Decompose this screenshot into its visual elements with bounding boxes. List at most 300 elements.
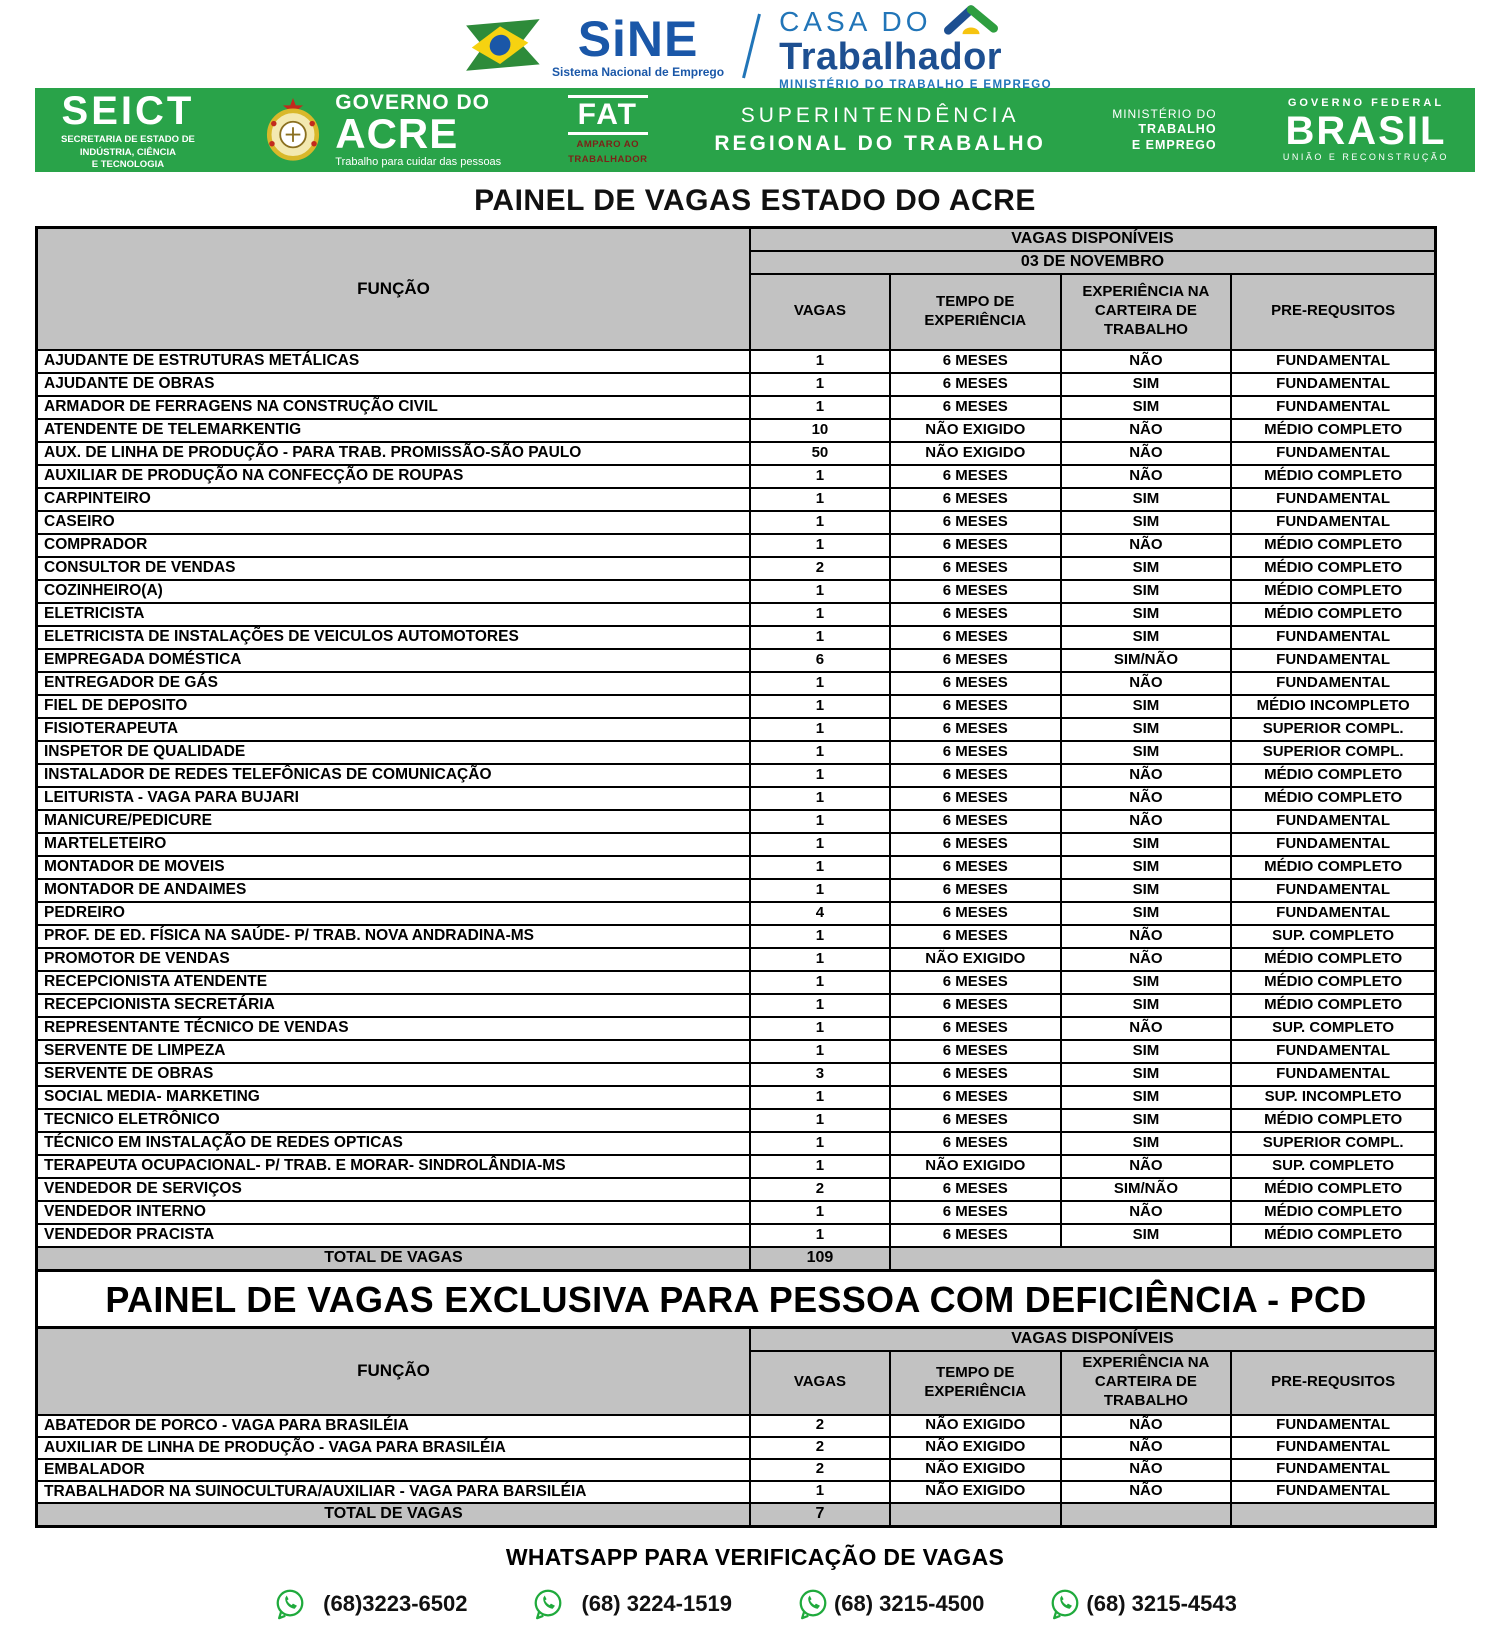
job-value-cell: NÃO	[1061, 1481, 1232, 1503]
job-function-cell: ENTREGADOR DE GÁS	[37, 672, 751, 695]
job-value-cell: SIM	[1061, 902, 1232, 925]
job-value-cell: 1	[750, 465, 890, 488]
job-value-cell: NÃO	[1061, 1459, 1232, 1481]
phone-number: (68)3223-6502	[323, 1591, 468, 1616]
job-value-cell: FUNDAMENTAL	[1231, 1459, 1435, 1481]
table-row	[37, 879, 1436, 902]
table-row	[37, 695, 1436, 718]
job-value-cell: 1	[750, 833, 890, 856]
job-function-cell: ELETRICISTA DE INSTALAÇÕES DE VEICULOS AUTOMOTORES	[37, 626, 751, 649]
table-row	[37, 1224, 1436, 1247]
job-value-cell: NÃO	[1061, 810, 1232, 833]
job-value-cell: 6 MESES	[890, 534, 1061, 557]
table-row	[37, 1040, 1436, 1063]
job-function-cell: VENDEDOR PRACISTA	[37, 1224, 751, 1247]
casa-subtitle: MINISTÉRIO DO TRABALHO E EMPREGO	[779, 79, 1052, 92]
ministerio-trabalho-label	[1112, 107, 1216, 153]
job-value-cell: 1	[750, 741, 890, 764]
total-empty-cell	[890, 1247, 1436, 1271]
table-row	[37, 994, 1436, 1017]
job-value-cell: MÉDIO COMPLETO	[1231, 764, 1435, 787]
job-value-cell: SIM	[1061, 488, 1232, 511]
job-function-cell: PEDREIRO	[37, 902, 751, 925]
job-function-cell: AJUDANTE DE OBRAS	[37, 373, 751, 396]
job-value-cell: 6 MESES	[890, 833, 1061, 856]
brasil-wordmark: BRASIL	[1285, 109, 1447, 153]
pcd-total-row	[37, 1503, 1436, 1527]
job-value-cell: 1	[750, 994, 890, 1017]
table-row	[37, 971, 1436, 994]
job-function-cell: COMPRADOR	[37, 534, 751, 557]
whatsapp-icon	[531, 1587, 565, 1621]
job-function-cell: ARMADOR DE FERRAGENS NA CONSTRUÇÃO CIVIL	[37, 396, 751, 419]
job-value-cell: MÉDIO COMPLETO	[1231, 557, 1435, 580]
job-value-cell: FUNDAMENTAL	[1231, 1040, 1435, 1063]
job-function-cell: MARTELETEIRO	[37, 833, 751, 856]
job-value-cell: 6 MESES	[890, 787, 1061, 810]
job-value-cell: 6 MESES	[890, 557, 1061, 580]
job-function-cell: SERVENTE DE LIMPEZA	[37, 1040, 751, 1063]
table-row	[37, 1063, 1436, 1086]
seict-logo	[61, 89, 195, 170]
job-value-cell: MÉDIO COMPLETO	[1231, 787, 1435, 810]
table-row	[37, 1459, 1436, 1481]
brasil-top-label: GOVERNO FEDERAL	[1287, 97, 1445, 109]
job-value-cell: SIM	[1061, 396, 1232, 419]
job-function-cell: PROF. DE ED. FÍSICA NA SAÚDE- P/ TRAB. NOVA ANDRADINA-MS	[37, 925, 751, 948]
job-value-cell: NÃO EXIGIDO	[890, 1155, 1061, 1178]
job-value-cell: NÃO	[1061, 948, 1232, 971]
job-value-cell: MÉDIO INCOMPLETO	[1231, 695, 1435, 718]
table-row	[37, 557, 1436, 580]
job-value-cell: NÃO EXIGIDO	[890, 1481, 1061, 1503]
job-value-cell: FUNDAMENTAL	[1231, 810, 1435, 833]
job-value-cell: MÉDIO COMPLETO	[1231, 1201, 1435, 1224]
job-value-cell: FUNDAMENTAL	[1231, 488, 1435, 511]
job-value-cell: 6 MESES	[890, 626, 1061, 649]
table-row	[37, 741, 1436, 764]
job-value-cell: 6 MESES	[890, 396, 1061, 419]
job-value-cell: FUNDAMENTAL	[1231, 350, 1435, 373]
job-value-cell: 1	[750, 879, 890, 902]
pcd-table-body	[37, 1415, 1436, 1503]
job-value-cell: SIM	[1061, 603, 1232, 626]
whatsapp-contact	[531, 1587, 731, 1621]
sine-subtitle: Sistema Nacional de Emprego	[552, 65, 725, 79]
job-value-cell: 6 MESES	[890, 1040, 1061, 1063]
job-value-cell: 1	[750, 1086, 890, 1109]
institutional-banner	[35, 88, 1475, 172]
table-row	[37, 718, 1436, 741]
table-row	[37, 465, 1436, 488]
job-function-cell: FIEL DE DEPOSITO	[37, 695, 751, 718]
pcd-total-label: TOTAL DE VAGAS	[37, 1503, 751, 1527]
job-value-cell: SUP. INCOMPLETO	[1231, 1086, 1435, 1109]
job-value-cell: 6 MESES	[890, 1201, 1061, 1224]
job-value-cell: FUNDAMENTAL	[1231, 1063, 1435, 1086]
job-value-cell: 1	[750, 925, 890, 948]
job-function-cell: SERVENTE DE OBRAS	[37, 1063, 751, 1086]
phone-number: (68) 3224-1519	[581, 1591, 732, 1616]
superintendencia-line1: SUPERINTENDÊNCIA	[740, 103, 1020, 127]
phone-number: (68) 3215-4543	[1086, 1591, 1237, 1616]
job-value-cell: SIM	[1061, 1086, 1232, 1109]
job-value-cell: SIM	[1061, 373, 1232, 396]
job-value-cell: NÃO	[1061, 534, 1232, 557]
job-value-cell: 1	[750, 1040, 890, 1063]
whatsapp-icon	[273, 1587, 307, 1621]
job-value-cell: FUNDAMENTAL	[1231, 672, 1435, 695]
job-value-cell: MÉDIO COMPLETO	[1231, 465, 1435, 488]
job-value-cell: 6	[750, 649, 890, 672]
table-row	[37, 1481, 1436, 1503]
job-value-cell: SIM	[1061, 626, 1232, 649]
job-value-cell: FUNDAMENTAL	[1231, 902, 1435, 925]
job-value-cell: NÃO EXIGIDO	[890, 442, 1061, 465]
job-value-cell: MÉDIO COMPLETO	[1231, 948, 1435, 971]
main-total-row	[37, 1247, 1436, 1271]
pcd-total-empty-cell	[890, 1503, 1061, 1527]
fat-sub1: AMPARO AO	[576, 139, 640, 150]
table-row	[37, 396, 1436, 419]
job-value-cell: 6 MESES	[890, 488, 1061, 511]
job-function-cell: INSPETOR DE QUALIDADE	[37, 741, 751, 764]
ministerio-line1: MINISTÉRIO DO	[1112, 106, 1217, 121]
acre-line1: GOVERNO DO	[335, 91, 490, 114]
job-value-cell: SUPERIOR COMPL.	[1231, 741, 1435, 764]
job-function-cell: EMPREGADA DOMÉSTICA	[37, 649, 751, 672]
job-function-cell: SOCIAL MEDIA- MARKETING	[37, 1086, 751, 1109]
whatsapp-section-title: WHATSAPP PARA VERIFICAÇÃO DE VAGAS	[505, 1544, 1005, 1570]
job-value-cell: 6 MESES	[890, 649, 1061, 672]
job-value-cell: SUP. COMPLETO	[1231, 1017, 1435, 1040]
job-value-cell: SIM	[1061, 511, 1232, 534]
acre-line2: ACRE	[335, 110, 459, 157]
job-value-cell: 6 MESES	[890, 994, 1061, 1017]
job-value-cell: 1	[750, 856, 890, 879]
job-function-cell: CONSULTOR DE VENDAS	[37, 557, 751, 580]
job-value-cell: SIM	[1061, 695, 1232, 718]
job-value-cell: NÃO	[1061, 925, 1232, 948]
job-value-cell: SIM	[1061, 971, 1232, 994]
pcd-total-empty-cell	[1061, 1503, 1232, 1527]
job-value-cell: NÃO	[1061, 1155, 1232, 1178]
job-value-cell: 1	[750, 1109, 890, 1132]
job-value-cell: 1	[750, 1155, 890, 1178]
job-value-cell: 1	[750, 1201, 890, 1224]
job-value-cell: 6 MESES	[890, 718, 1061, 741]
job-value-cell: NÃO	[1061, 442, 1232, 465]
pcd-col-header-experiencia-carteira: EXPERIÊNCIA NA CARTEIRA DE TRABALHO	[1061, 1351, 1232, 1415]
job-value-cell: 1	[750, 350, 890, 373]
table-row	[37, 1109, 1436, 1132]
job-value-cell: 6 MESES	[890, 1086, 1061, 1109]
job-value-cell: SIM	[1061, 1063, 1232, 1086]
brasil-bottom-label: UNIÃO E RECONSTRUÇÃO	[1282, 152, 1449, 162]
job-function-cell: MONTADOR DE MOVEIS	[37, 856, 751, 879]
job-value-cell: NÃO	[1061, 1201, 1232, 1224]
job-value-cell: NÃO EXIGIDO	[890, 419, 1061, 442]
logo-divider	[742, 14, 761, 79]
job-function-cell: RECEPCIONISTA ATENDENTE	[37, 971, 751, 994]
page-title: PAINEL DE VAGAS ESTADO DO ACRE	[474, 184, 1036, 217]
job-function-cell: REPRESENTANTE TÉCNICO DE VENDAS	[37, 1017, 751, 1040]
job-value-cell: 2	[750, 1178, 890, 1201]
job-value-cell: 1	[750, 971, 890, 994]
ministerio-line3: E EMPREGO	[1131, 137, 1217, 152]
job-value-cell: MÉDIO COMPLETO	[1231, 856, 1435, 879]
job-value-cell: FUNDAMENTAL	[1231, 442, 1435, 465]
acre-tagline: Trabalho para cuidar das pessoas	[335, 156, 502, 168]
job-function-cell: LEITURISTA - VAGA PARA BUJARI	[37, 787, 751, 810]
acre-wordmark	[335, 92, 501, 168]
pcd-total-empty-cell	[1231, 1503, 1435, 1527]
total-label: TOTAL DE VAGAS	[37, 1247, 751, 1271]
col-header-pre-requisitos: PRE-REQUSITOS	[1231, 274, 1435, 350]
job-value-cell: 2	[750, 557, 890, 580]
job-value-cell: 6 MESES	[890, 695, 1061, 718]
casa-line1: CASA DO	[779, 6, 932, 38]
job-value-cell: 1	[750, 534, 890, 557]
job-value-cell: 1	[750, 373, 890, 396]
job-value-cell: 1	[750, 718, 890, 741]
table-row	[37, 419, 1436, 442]
seict-sub2: INDÚSTRIA, CIÊNCIA	[79, 146, 176, 158]
table-row	[37, 1201, 1436, 1224]
table-row	[37, 1415, 1436, 1437]
pcd-section-title: PAINEL DE VAGAS EXCLUSIVA PARA PESSOA COM DEFICIÊNCIA - PCD	[35, 1272, 1437, 1326]
seict-title: SEICT	[61, 89, 195, 134]
job-value-cell: NÃO	[1061, 350, 1232, 373]
casa-line2: Trabalhador	[779, 36, 1003, 79]
pcd-total-value: 7	[750, 1503, 890, 1527]
job-value-cell: MÉDIO COMPLETO	[1231, 603, 1435, 626]
job-value-cell: FUNDAMENTAL	[1231, 1481, 1435, 1503]
job-value-cell: SIM	[1061, 1224, 1232, 1247]
col-header-tempo-experiencia: TEMPO DE EXPERIÊNCIA	[890, 274, 1061, 350]
job-value-cell: SUP. COMPLETO	[1231, 925, 1435, 948]
job-value-cell: 6 MESES	[890, 350, 1061, 373]
table-row	[37, 1178, 1436, 1201]
job-value-cell: MÉDIO COMPLETO	[1231, 994, 1435, 1017]
job-value-cell: NÃO EXIGIDO	[890, 1415, 1061, 1437]
job-value-cell: 6 MESES	[890, 879, 1061, 902]
job-function-cell: AJUDANTE DE ESTRUTURAS METÁLICAS	[37, 350, 751, 373]
table-row	[37, 1086, 1436, 1109]
job-value-cell: 6 MESES	[890, 741, 1061, 764]
job-function-cell: TECNICO ELETRÔNICO	[37, 1109, 751, 1132]
job-function-cell: PROMOTOR DE VENDAS	[37, 948, 751, 971]
fat-sub2: TRABALHADOR	[568, 154, 648, 165]
job-value-cell: 6 MESES	[890, 925, 1061, 948]
col-header-vagas: VAGAS	[750, 274, 890, 350]
table-row	[37, 787, 1436, 810]
sine-logo	[458, 13, 724, 79]
table-row	[37, 672, 1436, 695]
job-value-cell: 1	[750, 1481, 890, 1503]
pcd-vacancies-table	[35, 1326, 1437, 1528]
sine-wordmark	[552, 11, 725, 79]
job-value-cell: SUPERIOR COMPL.	[1231, 1132, 1435, 1155]
job-value-cell: 1	[750, 948, 890, 971]
job-value-cell: 1	[750, 626, 890, 649]
job-value-cell: 1	[750, 603, 890, 626]
job-value-cell: 4	[750, 902, 890, 925]
job-value-cell: NÃO EXIGIDO	[890, 1437, 1061, 1459]
job-value-cell: 6 MESES	[890, 764, 1061, 787]
job-value-cell: 1	[750, 580, 890, 603]
pcd-col-header-vagas: VAGAS	[750, 1351, 890, 1415]
job-function-cell: ELETRICISTA	[37, 603, 751, 626]
job-value-cell: FUNDAMENTAL	[1231, 1415, 1435, 1437]
job-function-cell: COZINHEIRO(A)	[37, 580, 751, 603]
job-value-cell: NÃO	[1061, 1415, 1232, 1437]
pcd-col-header-pre-requisitos: PRE-REQUSITOS	[1231, 1351, 1435, 1415]
table-row	[37, 442, 1436, 465]
job-value-cell: NÃO EXIGIDO	[890, 1459, 1061, 1481]
job-value-cell: MÉDIO COMPLETO	[1231, 534, 1435, 557]
job-value-cell: MÉDIO COMPLETO	[1231, 419, 1435, 442]
job-function-cell: TRABALHADOR NA SUINOCULTURA/AUXILIAR - VAGA PARA BARSILÉIA	[37, 1481, 751, 1503]
job-value-cell: 1	[750, 1017, 890, 1040]
house-icon	[942, 0, 1000, 36]
table-row	[37, 925, 1436, 948]
job-value-cell: 6 MESES	[890, 1017, 1061, 1040]
job-value-cell: 6 MESES	[890, 580, 1061, 603]
job-value-cell: SIM	[1061, 1109, 1232, 1132]
table-row	[37, 488, 1436, 511]
job-function-cell: RECEPCIONISTA SECRETÁRIA	[37, 994, 751, 1017]
job-value-cell: 6 MESES	[890, 373, 1061, 396]
job-value-cell: 3	[750, 1063, 890, 1086]
job-function-cell: MANICURE/PEDICURE	[37, 810, 751, 833]
governo-do-acre-logo	[261, 92, 501, 168]
job-function-cell: ATENDENTE DE TELEMARKENTIG	[37, 419, 751, 442]
job-value-cell: NÃO	[1061, 1017, 1232, 1040]
job-value-cell: SIM	[1061, 718, 1232, 741]
job-value-cell: 1	[750, 488, 890, 511]
job-value-cell: 1	[750, 511, 890, 534]
job-value-cell: NÃO	[1061, 1437, 1232, 1459]
job-value-cell: SUP. COMPLETO	[1231, 1155, 1435, 1178]
table-row	[37, 534, 1436, 557]
job-value-cell: SIM	[1061, 1132, 1232, 1155]
job-value-cell: FUNDAMENTAL	[1231, 396, 1435, 419]
table-row	[37, 580, 1436, 603]
job-value-cell: MÉDIO COMPLETO	[1231, 1109, 1435, 1132]
job-value-cell: 6 MESES	[890, 1063, 1061, 1086]
fat-logo	[568, 95, 648, 165]
table-row	[37, 1132, 1436, 1155]
sine-flag-icon	[458, 13, 544, 79]
seict-sub3: E TECNOLOGIA	[91, 159, 165, 171]
job-function-cell: AUXILIAR DE PRODUÇÃO NA CONFECÇÃO DE ROUPAS	[37, 465, 751, 488]
whatsapp-icon	[1048, 1587, 1082, 1621]
table-row	[37, 1437, 1436, 1459]
col-header-experiencia-carteira: EXPERIÊNCIA NA CARTEIRA DE TRABALHO	[1061, 274, 1232, 350]
job-value-cell: 10	[750, 419, 890, 442]
job-value-cell: SIM	[1061, 580, 1232, 603]
pcd-col-header-tempo-experiencia: TEMPO DE EXPERIÊNCIA	[890, 1351, 1061, 1415]
job-value-cell: FUNDAMENTAL	[1231, 833, 1435, 856]
job-value-cell: MÉDIO COMPLETO	[1231, 971, 1435, 994]
superintendencia-label	[714, 102, 1045, 159]
job-function-cell: TERAPEUTA OCUPACIONAL- P/ TRAB. E MORAR- SINDROLÂNDIA-MS	[37, 1155, 751, 1178]
job-value-cell: 1	[750, 672, 890, 695]
job-value-cell: NÃO	[1061, 764, 1232, 787]
job-value-cell: NÃO	[1061, 672, 1232, 695]
job-value-cell: NÃO	[1061, 787, 1232, 810]
job-function-cell: INSTALADOR DE REDES TELEFÔNICAS DE COMUNICAÇÃO	[37, 764, 751, 787]
header-vagas-disponiveis: VAGAS DISPONÍVEIS	[750, 228, 1436, 251]
table-row	[37, 626, 1436, 649]
whatsapp-icon	[796, 1587, 830, 1621]
table-row	[37, 764, 1436, 787]
job-value-cell: 6 MESES	[890, 902, 1061, 925]
job-value-cell: SIM/NÃO	[1061, 1178, 1232, 1201]
job-value-cell: FUNDAMENTAL	[1231, 649, 1435, 672]
table-row	[37, 649, 1436, 672]
job-value-cell: SIM	[1061, 557, 1232, 580]
seict-sub1: SECRETARIA DE ESTADO DE	[61, 134, 195, 146]
job-function-cell: AUX. DE LINHA DE PRODUÇÃO - PARA TRAB. PROMISSÃO-SÃO PAULO	[37, 442, 751, 465]
main-table-body	[37, 350, 1436, 1247]
whatsapp-contacts-row	[0, 1587, 1510, 1621]
table-row	[37, 511, 1436, 534]
job-value-cell: 1	[750, 1224, 890, 1247]
job-value-cell: 6 MESES	[890, 1132, 1061, 1155]
job-value-cell: 6 MESES	[890, 1109, 1061, 1132]
pcd-col-header-funcao: FUNÇÃO	[37, 1328, 751, 1415]
job-value-cell: FUNDAMENTAL	[1231, 1437, 1435, 1459]
job-value-cell: 1	[750, 396, 890, 419]
job-value-cell: FUNDAMENTAL	[1231, 626, 1435, 649]
col-header-funcao: FUNÇÃO	[37, 228, 751, 350]
job-value-cell: 6 MESES	[890, 856, 1061, 879]
job-value-cell: FUNDAMENTAL	[1231, 511, 1435, 534]
job-value-cell: 6 MESES	[890, 971, 1061, 994]
job-value-cell: SIM	[1061, 1040, 1232, 1063]
job-function-cell: FISIOTERAPEUTA	[37, 718, 751, 741]
job-value-cell: 1	[750, 787, 890, 810]
job-function-cell: ABATEDOR DE PORCO - VAGA PARA BRASILÉIA	[37, 1415, 751, 1437]
job-value-cell: 6 MESES	[890, 810, 1061, 833]
job-value-cell: SIM	[1061, 833, 1232, 856]
table-row	[37, 603, 1436, 626]
job-value-cell: 1	[750, 810, 890, 833]
job-value-cell: 6 MESES	[890, 672, 1061, 695]
job-value-cell: SIM	[1061, 879, 1232, 902]
job-value-cell: 1	[750, 764, 890, 787]
table-row	[37, 350, 1436, 373]
job-value-cell: 6 MESES	[890, 603, 1061, 626]
job-value-cell: SUPERIOR COMPL.	[1231, 718, 1435, 741]
job-value-cell: MÉDIO COMPLETO	[1231, 1224, 1435, 1247]
superintendencia-line2: REGIONAL DO TRABALHO	[714, 132, 1046, 155]
top-logo-strip	[0, 0, 1510, 92]
job-value-cell: SIM/NÃO	[1061, 649, 1232, 672]
job-function-cell: EMBALADOR	[37, 1459, 751, 1481]
job-value-cell: FUNDAMENTAL	[1231, 373, 1435, 396]
job-function-cell: AUXILIAR DE LINHA DE PRODUÇÃO - VAGA PARA BRASILÉIA	[37, 1437, 751, 1459]
phone-number: (68) 3215-4500	[833, 1591, 985, 1616]
job-function-cell: VENDEDOR INTERNO	[37, 1201, 751, 1224]
job-value-cell: MÉDIO COMPLETO	[1231, 1178, 1435, 1201]
table-row	[37, 856, 1436, 879]
job-value-cell: 6 MESES	[890, 465, 1061, 488]
pcd-header-vagas-disponiveis: VAGAS DISPONÍVEIS	[750, 1328, 1436, 1351]
job-value-cell: 1	[750, 695, 890, 718]
